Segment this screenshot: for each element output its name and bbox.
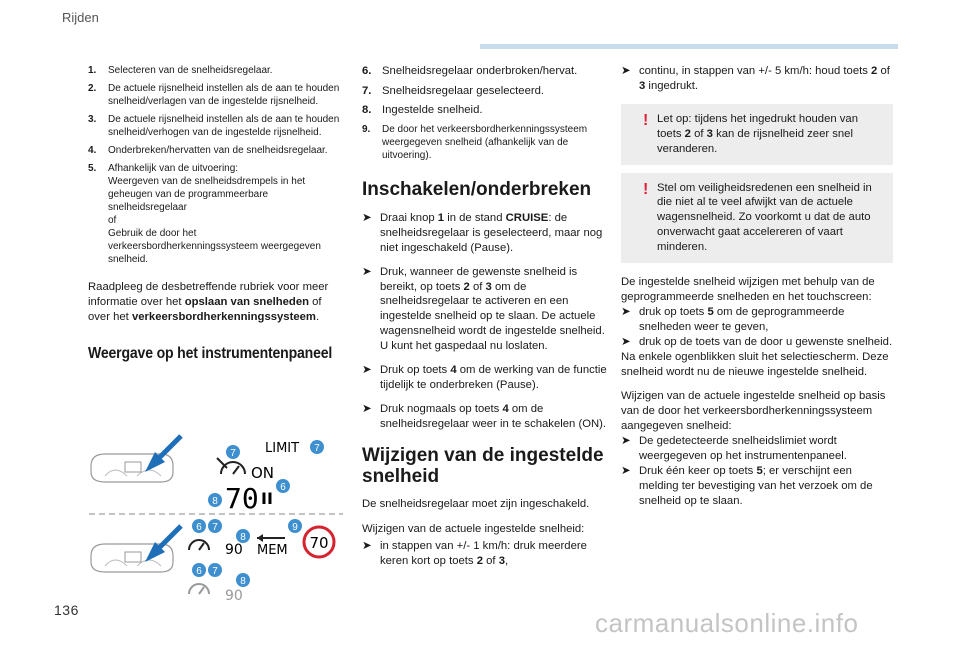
on-label: ON — [251, 464, 275, 482]
list-item: 9. De door het verkeersbordherkenningssysteem weergegeven snelheid (afhankelijk van de uitvoering). — [362, 124, 588, 162]
list-item: 3. De actuele rijsnelheid instellen als de aan te houden snelheid/verhogen van de ingestelde rijsnelheid. — [88, 114, 340, 138]
list-item: ➤ continu, in stappen van +/- 5 km/h: houd toets 2 of 3 ingedrukt. — [621, 65, 890, 92]
bullet-arrow-icon: ➤ — [621, 65, 631, 77]
paragraph: De snelheidsregelaar moet zijn ingeschakeld. — [362, 498, 590, 511]
svg-text:8: 8 — [240, 532, 246, 543]
list-item: 5. Afhankelijk van de uitvoering: Weergeven van de snelheidsdrempels in het geheugen van de programmeerbare snelheidsregelaar of Gebruik de door het verkeersbordherkenningssysteem weergegeven snelheid. — [88, 163, 321, 265]
list-item: ➤ in stappen van +/- 1 km/h: druk meerdere keren kort op toets 2 of 3, — [362, 540, 587, 568]
watermark: carmanualsonline.info — [595, 608, 859, 638]
list-item: ➤ Druk, wanneer de gewenste snelheid is bereikt, op toets 2 of 3 om de snelheidsregelaar te activeren en een ingestelde snelheid op te slaan. De actuele wagensnelheid wordt de ingestelde snelheid. U kunt het gaspedaal nu loslaten. — [362, 265, 605, 353]
svg-text:9: 9 — [292, 522, 298, 533]
bullet-arrow-icon: ➤ — [362, 265, 372, 278]
list-item: ➤ Druk op toets 4 om de werking van de functie tijdelijk te onderbreken (Pause). — [362, 364, 607, 391]
bullet-arrow-icon: ➤ — [362, 211, 372, 224]
heading-instrument-panel: Weergave op het instrumentenpaneel — [88, 344, 333, 362]
svg-text:8: 8 — [240, 576, 246, 587]
mem-label: MEM — [257, 543, 288, 558]
paragraph: De ingestelde snelheid wijzigen met behulp van de geprogrammeerde snelheden en het touchscreen: — [621, 276, 875, 303]
list-item: 1. Selecteren van de snelheidsregelaar. — [88, 65, 273, 76]
exclamation-icon: ! — [643, 111, 649, 129]
header-bar — [480, 44, 898, 49]
warning-note: ! Stel om veiligheidsredenen een snelheid in die niet al te veel afwijkt van de actuele wagensnelheid. Zo voorkomt u dat de auto onverwacht gaat accelereren of vaart minderen. — [621, 173, 893, 264]
list-item: 4. Onderbreken/hervatten van de snelheidsregelaar. — [88, 145, 328, 156]
list-item: 2. De actuele rijsnelheid instellen als de aan te houden snelheid/verlagen van de ingestelde rijsnelheid. — [88, 83, 340, 107]
list-item: ➤ Druk nogmaals op toets 4 om de snelheidsregelaar weer in te schakelen (ON). — [362, 402, 607, 430]
svg-text:8: 8 — [212, 496, 218, 507]
sign-recognition-steps — [621, 434, 893, 509]
svg-text:7: 7 — [212, 566, 218, 577]
svg-text:7: 7 — [230, 448, 236, 459]
speedometer-icon — [189, 540, 209, 550]
list-item: 7. Snelheidsregelaar geselecteerd. — [362, 84, 545, 97]
paragraph: Wijzigen van de actuele ingestelde snelheid op basis van de door het verkeersbordherkenningssysteem aangegeven snelheid: — [621, 390, 886, 433]
list-item: ➤ druk op toets 5 om de geprogrammeerde snelheden weer te geven, — [621, 305, 845, 333]
heading-activate: Inschakelen/onderbreken — [362, 179, 592, 201]
svg-text:6: 6 — [196, 566, 202, 577]
warning-note: ! Let op: tijdens het ingedrukt houden van toets 2 of 3 kan de rijsnelheid zeer snel veranderen. — [621, 104, 893, 165]
column-left — [88, 64, 340, 363]
change-steps — [362, 539, 614, 569]
bullet-arrow-icon: ➤ — [621, 435, 631, 448]
page-number: 136 — [54, 602, 79, 618]
legend-list-6-9 — [362, 64, 614, 162]
speed-90-display: 90 — [225, 542, 243, 558]
activate-steps — [362, 211, 614, 432]
svg-text:7: 7 — [314, 443, 320, 454]
svg-text:6: 6 — [280, 482, 286, 493]
list-item: ➤ Druk één keer op toets 5; er verschijnt een melding ter bevestiging van het verzoek om de snelheid op te slaan. — [621, 464, 873, 507]
bullet-arrow-icon: ➤ — [621, 335, 631, 348]
speedometer-icon — [189, 584, 209, 594]
legend-list-1-5 — [88, 64, 340, 266]
instrument-panel-illustration — [85, 434, 347, 606]
svg-text:7: 7 — [212, 522, 218, 533]
bullet-arrow-icon: ➤ — [362, 540, 372, 553]
exclamation-icon: ! — [643, 180, 649, 198]
consult-paragraph: Raadpleeg de desbetreffende rubriek voor meer informatie over het opslaan van snelheden of over het verkeersbordherkenningssysteem. — [88, 281, 329, 323]
list-item: ➤ De gedetecteerde snelheidslimiet wordt weergegeven op het instrumentenpaneel. — [621, 435, 847, 463]
set-speed-display: 70 — [225, 482, 259, 515]
continuous-step — [621, 64, 893, 94]
list-item: 8. Ingestelde snelheid. — [362, 104, 483, 117]
bullet-arrow-icon: ➤ — [362, 364, 372, 377]
list-item: ➤ Draai knop 1 in de stand CRUISE: de snelheidsregelaar is geselecteerd, maar nog niet ingeschakeld (Pause). — [362, 211, 603, 254]
speedometer-icon — [217, 458, 245, 474]
pause-icon: II — [261, 489, 273, 508]
list-item: ➤ druk op de toets van de door u gewenste snelheid. — [621, 335, 893, 348]
speed-90-display-paused: 90 — [225, 588, 243, 604]
column-middle — [362, 64, 614, 579]
bullet-arrow-icon: ➤ — [621, 305, 631, 318]
paragraph: Na enkele ogenblikken sluit het selectiescherm. Deze snelheid wordt nu de nieuwe ingestelde snelheid. — [621, 350, 889, 378]
limit-label: LIMIT — [265, 441, 300, 456]
paragraph: Wijzigen van de actuele ingestelde snelheid: — [362, 523, 585, 536]
bullet-arrow-icon: ➤ — [362, 402, 372, 415]
section-title: Rijden — [62, 10, 99, 25]
list-item: 6. Snelheidsregelaar onderbroken/hervat. — [362, 65, 578, 77]
touchscreen-steps — [621, 305, 893, 350]
column-right — [621, 64, 893, 519]
bullet-arrow-icon: ➤ — [621, 464, 631, 477]
heading-change-speed: Wijzigen van de ingestelde snelheid — [362, 444, 604, 487]
svg-text:6: 6 — [196, 522, 202, 533]
speed-limit-sign-value: 70 — [309, 534, 329, 552]
